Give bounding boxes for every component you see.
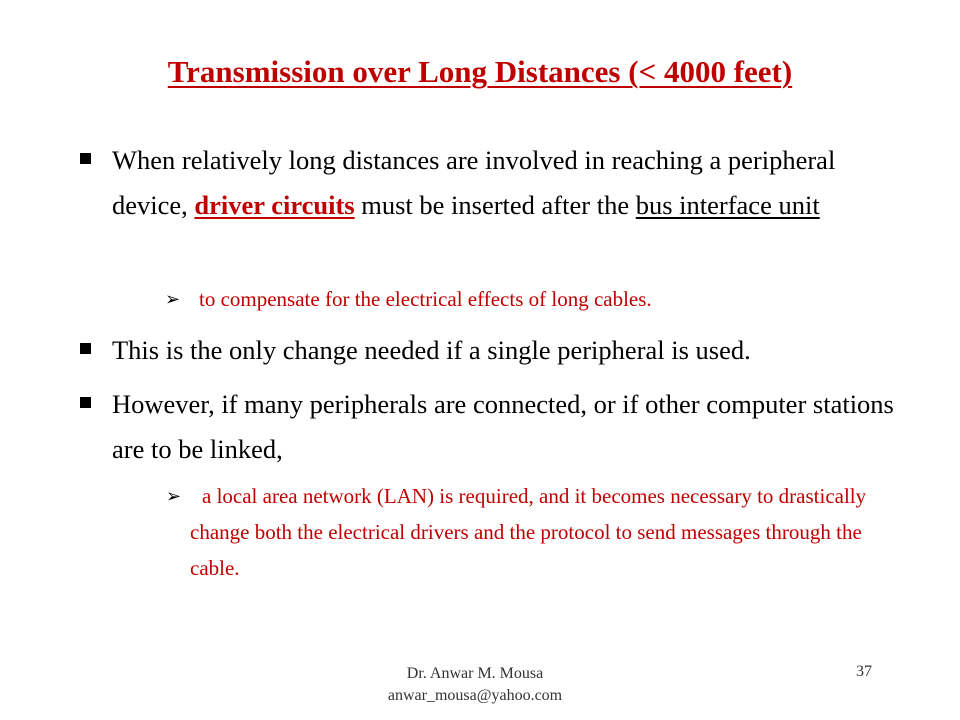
- bullet-item-2: [80, 328, 910, 373]
- bullet-1-text-middle: must be inserted after the: [354, 190, 636, 220]
- bus-interface-unit-term: bus interface unit: [635, 190, 820, 220]
- author-name: Dr. Anwar M. Mousa: [406, 665, 544, 682]
- square-bullet-icon: [80, 397, 91, 408]
- bullet-text-1: [80, 138, 910, 228]
- driver-circuits-highlight: driver circuits: [194, 190, 355, 220]
- bullet-item-3: [80, 382, 910, 472]
- slide-title: Transmission over Long Distances (< 4000 feet): [167, 54, 793, 89]
- bullet-1-text-start: When relatively long distances are involved in reaching a peripheral device,: [112, 145, 836, 220]
- footer-author: [330, 663, 620, 707]
- bullet-text-3: However, if many peripherals are connected, or if other computer stations are to be linked,: [112, 389, 894, 464]
- page-number: 37: [856, 663, 872, 680]
- square-bullet-icon: [80, 153, 91, 164]
- author-email: anwar_mousa@yahoo.com: [387, 687, 563, 704]
- bullet-text-2: This is the only change needed if a single peripheral is used.: [112, 335, 751, 365]
- sub-item-1: [165, 281, 925, 317]
- sub-item-2: [166, 478, 910, 586]
- arrow-bullet-icon: ➢: [166, 486, 182, 506]
- bullet-item-1: [80, 138, 910, 228]
- sub-text-2: a local area network (LAN) is required, and it becomes necessary to drastically change both the electrical drivers and the protocol to send messages through the cable.: [190, 484, 867, 580]
- square-bullet-icon: [80, 343, 91, 354]
- arrow-bullet-icon: ➢: [165, 289, 181, 309]
- sub-text-1: to compensate for the electrical effects of long cables.: [199, 287, 652, 311]
